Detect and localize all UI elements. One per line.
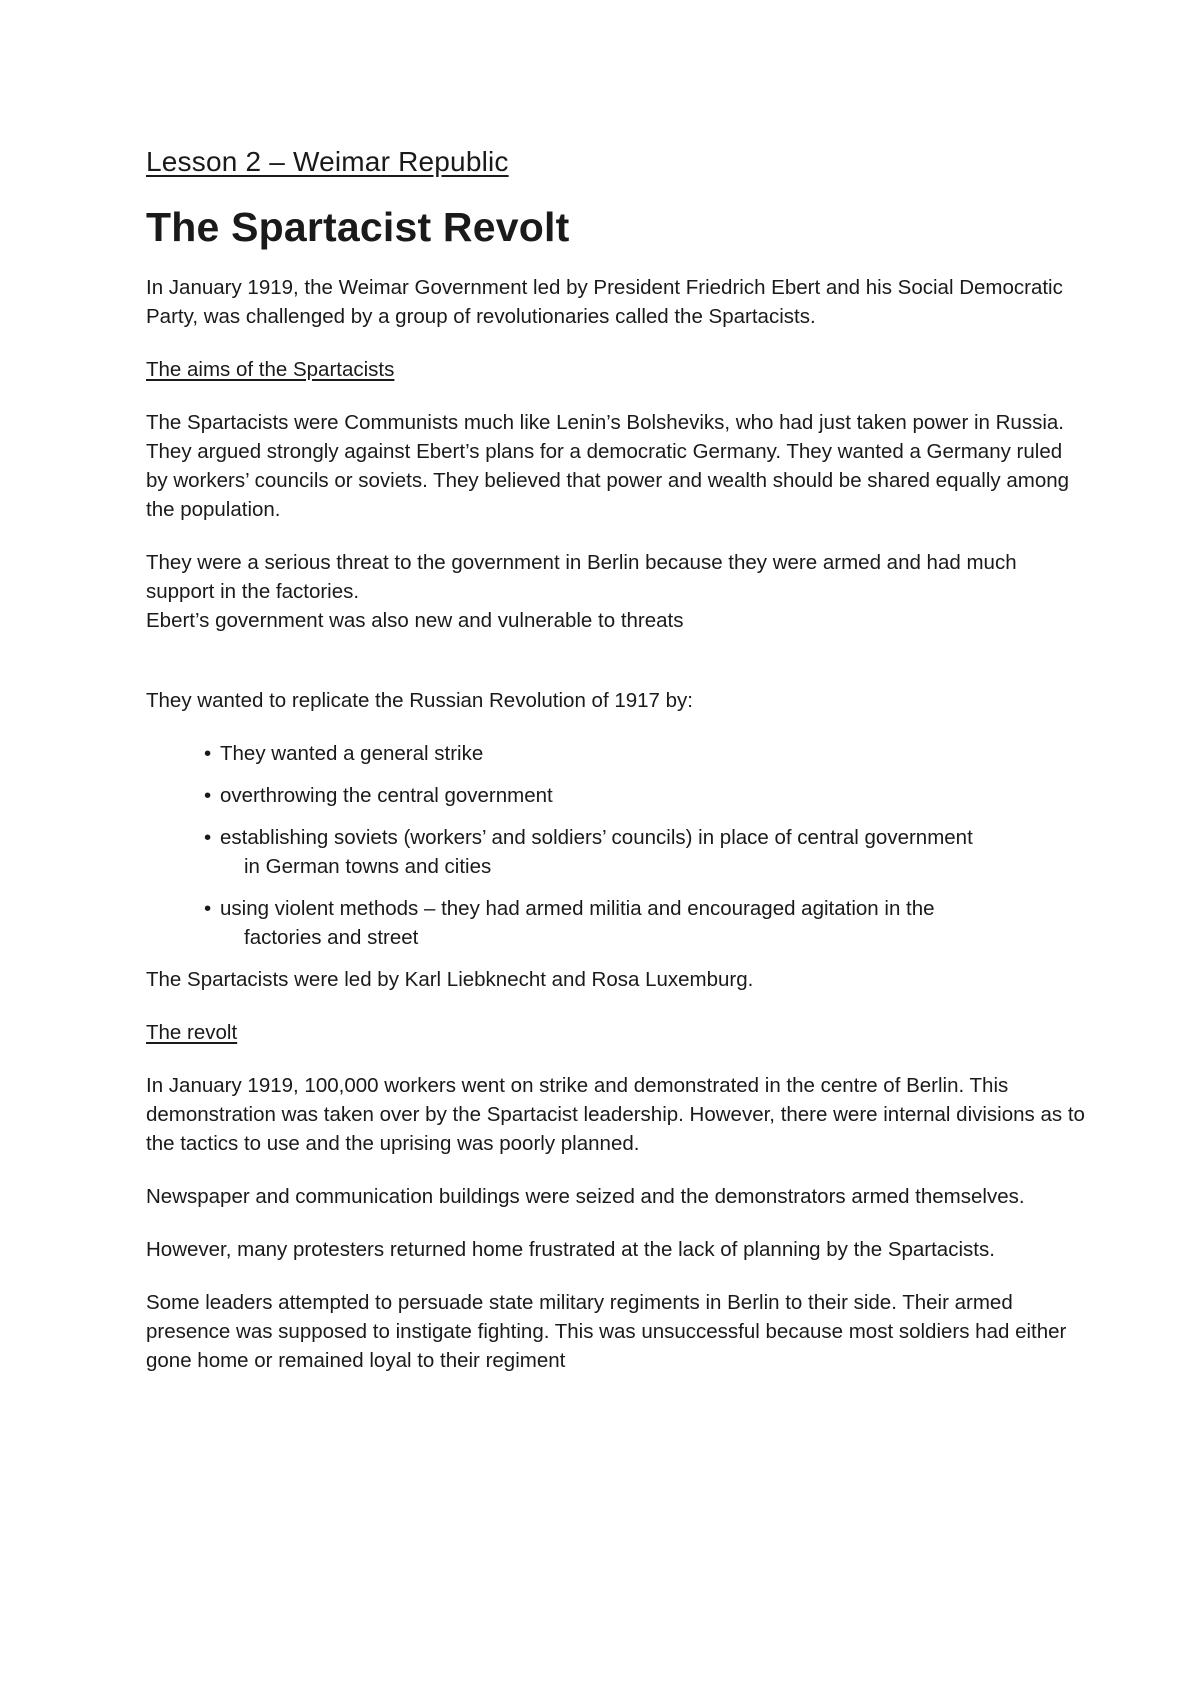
- list-item-continuation: in German towns and cities: [244, 855, 492, 878]
- blank-line: [146, 635, 1086, 686]
- list-item-text: overthrowing the central government: [220, 784, 553, 807]
- bullet-symbol: •: [204, 826, 212, 849]
- list-item: [204, 823, 1086, 881]
- vulnerable-line: Ebert’s government was also new and vulnerable to threats: [146, 609, 684, 632]
- main-title: The Spartacist Revolt: [146, 204, 570, 250]
- bullet-symbol: •: [204, 897, 212, 920]
- revolt-paragraph-3: However, many protesters returned home frustrated at the lack of planning by the Spartacists.: [146, 1238, 995, 1261]
- list-item-continuation: factories and street: [244, 926, 419, 949]
- threat-paragraph: They were a serious threat to the government in Berlin because they were armed and had much support in the factories.: [146, 551, 1017, 603]
- revolt-heading: The revolt: [146, 1021, 238, 1044]
- aims-paragraph: The Spartacists were Communists much like Lenin’s Bolsheviks, who had just taken power in Russia. They argued strongly against Ebert’s plans for a democratic Germany. They wanted a Germany ruled by workers’ councils or soviets. They believed that power and wealth should be shared equally among the population.: [146, 411, 1070, 521]
- list-item: [204, 739, 1086, 768]
- lesson-title: Lesson 2 – Weimar Republic: [146, 146, 509, 177]
- revolt-paragraph-2: Newspaper and communication buildings were seized and the demonstrators armed themselves.: [146, 1185, 1025, 1208]
- list-item: [204, 781, 1086, 810]
- intro-paragraph: In January 1919, the Weimar Government led by President Friedrich Ebert and his Social Democratic Party, was challenged by a group of revolutionaries called the Spartacists.: [146, 276, 1063, 328]
- aims-bullet-list: [146, 739, 1086, 952]
- aims-heading: The aims of the Spartacists: [146, 358, 395, 381]
- replicate-paragraph: They wanted to replicate the Russian Revolution of 1917 by:: [146, 689, 693, 712]
- revolt-paragraph-4: Some leaders attempted to persuade state military regiments in Berlin to their side. Their armed presence was supposed to instigate fighting. This was unsuccessful because most soldiers had either gone home or remained loyal to their regiment: [146, 1291, 1067, 1372]
- list-item-text: They wanted a general strike: [220, 742, 484, 765]
- list-item: [204, 894, 1086, 952]
- bullet-symbol: •: [204, 784, 212, 807]
- leaders-paragraph: The Spartacists were led by Karl Liebknecht and Rosa Luxemburg.: [146, 968, 754, 991]
- document-page: [146, 146, 1086, 1399]
- list-item-text: using violent methods – they had armed militia and encouraged agitation in the: [220, 897, 935, 920]
- bullet-symbol: •: [204, 742, 212, 765]
- list-item-text: establishing soviets (workers’ and soldiers’ councils) in place of central government: [220, 826, 973, 849]
- revolt-paragraph-1: In January 1919, 100,000 workers went on strike and demonstrated in the centre of Berlin. This demonstration was taken over by the Spartacist leadership. However, there were internal divisions as to the tactics to use and the uprising was poorly planned.: [146, 1074, 1085, 1155]
